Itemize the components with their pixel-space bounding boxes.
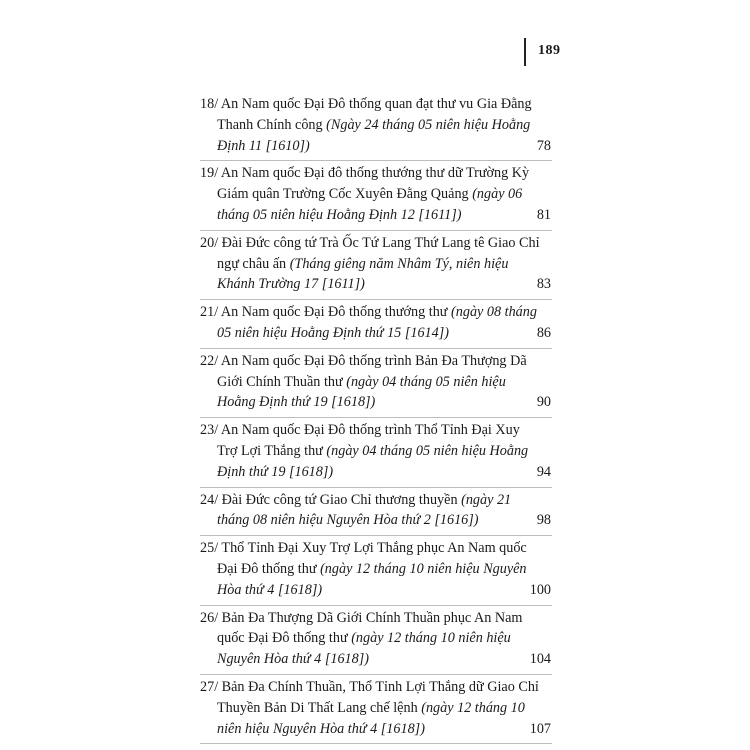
toc-entry-text: 19/ An Nam quốc Đại đô thống thướng thư dữ Trường Kỳ Giám quân Trường Cốc Xuyên Đằng Quảng: [200, 165, 530, 203]
toc-entry-page: 78: [536, 137, 551, 154]
toc-entry-title: [200, 233, 543, 295]
toc-entry-page: 90: [536, 394, 551, 411]
toc-entry-title: [200, 94, 543, 156]
toc-entry-date: (ngày 21 tháng 08 niên hiệu Nguyên Hòa thứ 2 [1616]): [217, 491, 512, 529]
toc-entry-text: 23/ An Nam quốc Đại Đô thống trình Thổ Tỉnh Đại Xuy Trợ Lợi Thắng thư: [200, 422, 520, 459]
toc-entry-title: [200, 302, 543, 344]
toc-entry-page: 83: [536, 276, 551, 293]
toc-entry-page: 81: [536, 206, 551, 223]
header-rule: [524, 38, 526, 66]
toc-entry: [200, 606, 552, 675]
toc-entry-date: (ngày 08 tháng 05 niên hiệu Hoằng Định thứ 15 [1614]): [217, 304, 537, 341]
toc-entry-title: [200, 490, 543, 532]
toc-entry-date: (ngày 04 tháng 05 niên hiệu Hoằng Định thứ 19 [1618]): [217, 373, 506, 411]
toc-entry-title: [200, 163, 543, 225]
toc-entry-page: 94: [536, 463, 551, 480]
toc-entry-text: 20/ Đài Đức công tứ Trà Ốc Tứ Lang Thứ Lang tê Giao Chỉ ngự châu ấn: [200, 234, 540, 272]
toc-entry: [200, 349, 552, 418]
toc-entry-text: 21/ An Nam quốc Đại Đô thống thướng thư: [200, 304, 452, 321]
toc-entry-date: (ngày 12 tháng 10 niên hiệu Nguyên Hòa thứ 4 [1618]): [217, 560, 527, 598]
toc-entry: [200, 418, 552, 487]
toc-entry: [200, 675, 552, 744]
toc-entry-text: 27/ Bản Đa Chính Thuần, Thổ Tỉnh Lợi Thắng dữ Giao Chỉ Thuyền Bản Di Thất Lang chế lệnh: [200, 678, 539, 716]
toc-entry-text: 26/ Bản Đa Thượng Dã Giới Chính Thuần phục An Nam quốc Đại Đô thống thư: [200, 609, 523, 647]
toc-entry-text: 18/ An Nam quốc Đại Đô thống quan đạt thư vu Gia Đằng Thanh Chính công: [200, 96, 532, 133]
toc-entry-date: (ngày 06 tháng 05 niên hiệu Hoằng Định 12 [1611]): [217, 186, 523, 223]
toc-entry: [200, 300, 552, 349]
toc-entry-text: 25/ Thổ Tỉnh Đại Xuy Trợ Lợi Thắng phục An Nam quốc Đại Đô thống thư: [200, 540, 527, 577]
toc-entry-date: (Tháng giêng năm Nhâm Tý, niên hiệu Khánh Trường 17 [1611]): [217, 255, 509, 293]
toc-entry-title: [200, 538, 543, 600]
toc-entry-page: 100: [529, 581, 551, 598]
toc-entry-page: 86: [536, 324, 551, 341]
toc-entry-date: (ngày 12 tháng 10 niên hiệu Nguyên Hòa thứ 4 [1618]): [217, 630, 511, 668]
toc-entry-date: (Ngày 24 tháng 05 niên hiệu Hoằng Định 11 [1610]): [217, 116, 531, 154]
toc-entry-page: 98: [536, 512, 551, 529]
toc-entry: [200, 231, 552, 300]
page-number: 189: [538, 43, 561, 58]
toc-entry: [200, 536, 552, 605]
toc-entry: [200, 488, 552, 537]
toc-entry-title: [200, 608, 543, 670]
toc-entry-date: (ngày 12 tháng 10 niên hiệu Nguyên Hòa thứ 4 [1618]): [217, 699, 525, 737]
toc-entry-date: (ngày 04 tháng 05 niên hiệu Hoằng Định thứ 19 [1618]): [217, 442, 529, 480]
toc-entry-title: [200, 420, 543, 482]
toc-entry: [200, 92, 552, 161]
toc-entry-text: 24/ Đài Đức công tứ Giao Chỉ thương thuyền: [200, 491, 462, 508]
toc-entry-title: [200, 677, 543, 739]
toc-entry-page: 107: [529, 720, 551, 737]
toc-entry: [200, 161, 552, 230]
toc-entry-title: [200, 351, 543, 413]
toc-entry-text: 22/ An Nam quốc Đại Đô thống trình Bản Đa Thượng Dã Giới Chính Thuần thư: [200, 352, 527, 390]
toc-entry-page: 104: [529, 651, 551, 668]
table-of-contents: [200, 92, 552, 744]
